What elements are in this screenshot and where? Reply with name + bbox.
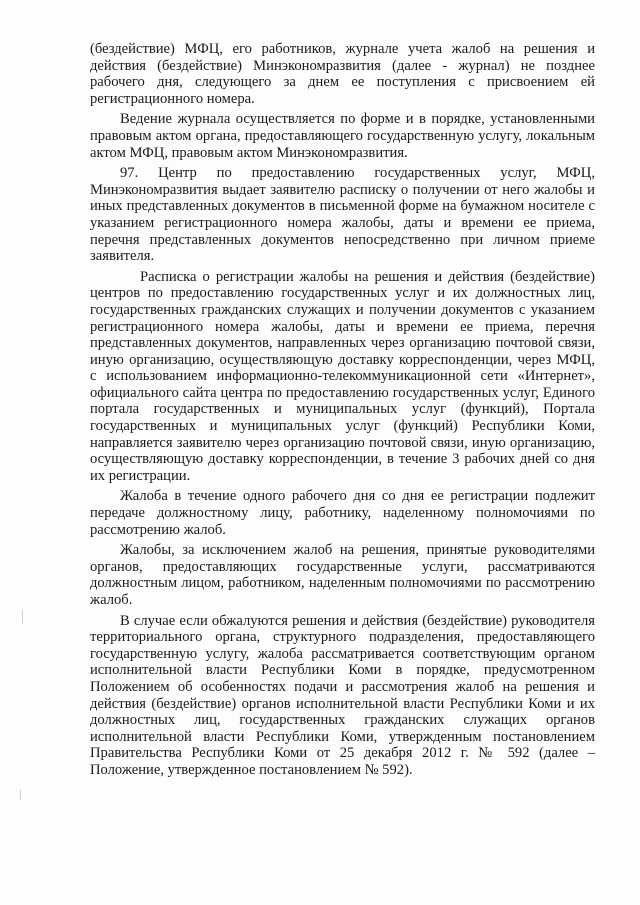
scan-edge-mark	[20, 790, 21, 800]
document-body	[90, 41, 595, 783]
scan-edge-mark	[22, 610, 23, 624]
paragraph-receipt-registration: Расписка о регистрации жалобы на решения и действия (бездействие) центров по предоставлению государственных услуг и их должностных лиц, государственных гражданских служащих и получении документов с указанием регистрационного номера жалобы, даты и времени ее приема, перечня представленных документов, направленных через организацию почтовой связи, иную организацию, осуществляющую доставку корреспонденции, через МФЦ, с использованием информационно-телекоммуникационной сети «Интернет», официального сайта центра по предоставлению государственных услуг, Единого портала государственных и муниципальных услуг (функций), Портала государственных и муниципальных услуг (функций) Республики Коми, направляется заявителю через организацию почтовой связи, иную организацию, осуществляющую доставку корреспонденции, в течение 3 рабочих дней со дня их регистрации.	[90, 268, 595, 484]
paragraph-journal-keeping: Ведение журнала осуществляется по форме и в порядке, установленными правовым актом органа, предоставляющего государственную услугу, локальным актом МФЦ, правовым актом Минэкономразвития.	[90, 111, 595, 161]
paragraph-complaint-transfer: Жалоба в течение одного рабочего дня со дня ее регистрации подлежит передаче должностному лицу, работнику, наделенному полномочиями по рассмотрению жалоб.	[90, 488, 595, 538]
paragraph-appeal-head: В случае если обжалуются решения и действия (бездействие) руководителя территориального органа, структурного подразделения, предоставляющего государственную услугу, жалоба рассматривается соответствующим органом исполнительной власти Республики Коми в порядке, предусмотренном Положением об особенностях подачи и рассмотрения жалоб на решения и действия (бездействие) органов исполнительной власти Республики Коми и их должностных лиц, государственных гражданских служащих органов исполнительной власти Республики Коми, утвержденным постановлением Правительства Республики Коми от 25 декабря 2012 г. № 592 (далее – Положение, утвержденное постановлением № 592).	[90, 612, 595, 778]
paragraph-journal-registration: (бездействие) МФЦ, его работников, журнале учета жалоб на решения и действия (бездействие) Минэкономразвития (далее - журнал) не позднее рабочего дня, следующего за днем ее поступления с присвоением ей регистрационного номера.	[90, 41, 595, 107]
paragraph-complaints-review: Жалобы, за исключением жалоб на решения, принятые руководителями органов, предоставляющих государственные услуги, рассматриваются должностным лицом, работником, наделенным полномочиями по рассмотрению жалоб.	[90, 542, 595, 608]
paragraph-97-receipt: 97. Центр по предоставлению государственных услуг, МФЦ, Минэкономразвития выдает заявителю расписку о получении от него жалобы и иных представленных документов в письменной форме на бумажном носителе с указанием регистрационного номера жалобы, даты и времени ее приема, перечня представленных документов непосредственно при личном приеме заявителя.	[90, 165, 595, 265]
